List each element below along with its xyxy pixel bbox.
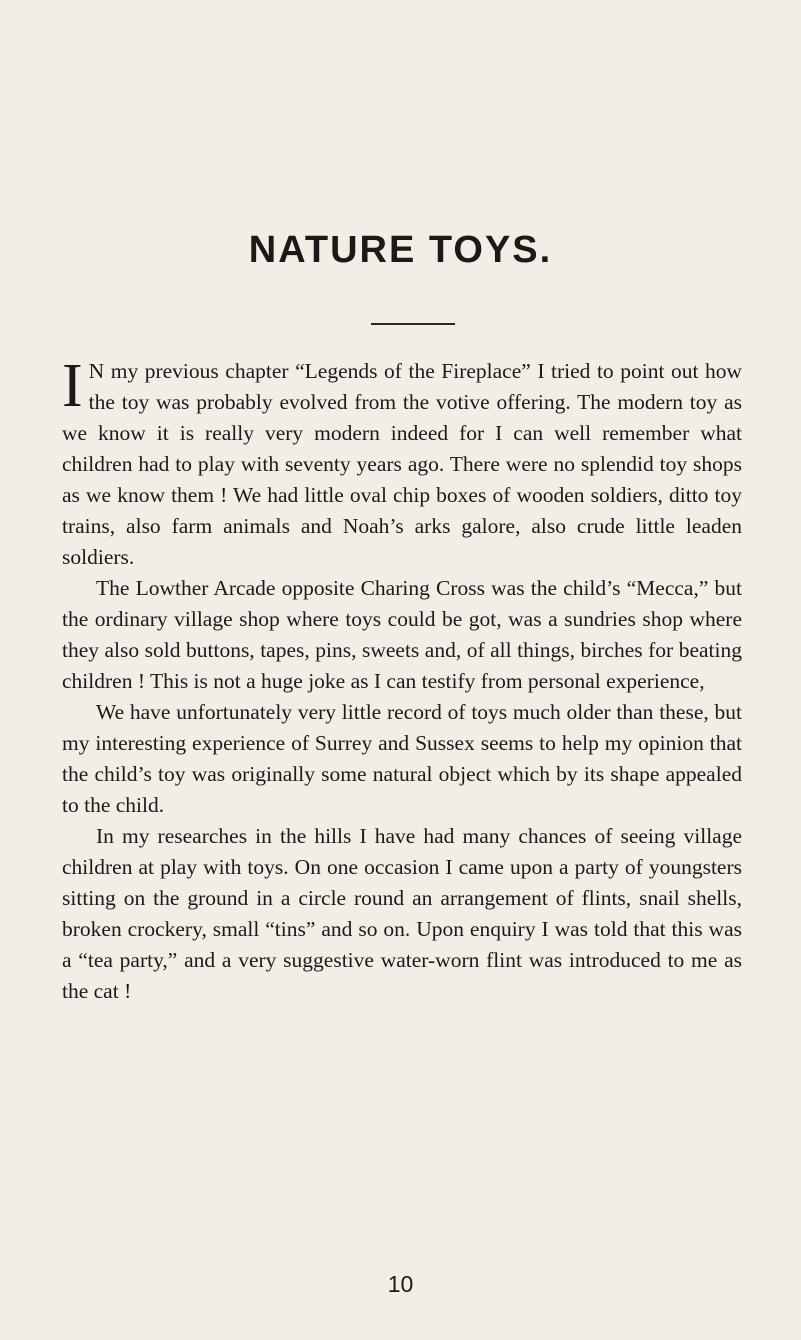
chapter-body	[62, 352, 742, 1007]
drop-cap: I	[62, 352, 83, 420]
page-number: 10	[387, 1271, 414, 1297]
title-rule	[371, 323, 455, 325]
paragraph-2: The Lowther Arcade opposite Charing Cross was the child’s “Mecca,” but the ordinary village shop where toys could be got, was a sundries shop where they also sold buttons, tapes, pins, sweets and, of all things, birches for beating children ! This is not a huge joke as I can testify from personal experience,	[62, 576, 742, 693]
paragraph-4: In my researches in the hills I have had many chances of seeing village children at play with toys. On one occasion I came upon a party of youngsters sitting on the ground in a circle round an arrangement of flints, snail shells, broken crockery, small “tins” and so on. Upon enquiry I was told that this was a “tea party,” and a very suggestive water-worn flint was introduced to me as the cat !	[62, 824, 742, 1003]
paragraph-1	[62, 352, 742, 573]
paragraph-3: We have unfortunately very little record of toys much older than these, but my interesting experience of Surrey and Sussex seems to help my opinion that the child’s toy was originally some natural object which by its shape appealed to the child.	[62, 700, 742, 817]
paragraph-1-text: N my previous chapter “Legends of the Fireplace” I tried to point out how the toy was probably evolved from the votive offering. The modern toy as we know it is really very modern indeed for I can well remember what children had to play with seventy years ago. There were no splendid toy shops as we know them ! We had little oval chip boxes of wooden soldiers, ditto toy trains, also farm animals and Noah’s arks galore, also crude little leaden soldiers.	[62, 359, 742, 569]
chapter-title: NATURE TOYS.	[248, 229, 553, 271]
